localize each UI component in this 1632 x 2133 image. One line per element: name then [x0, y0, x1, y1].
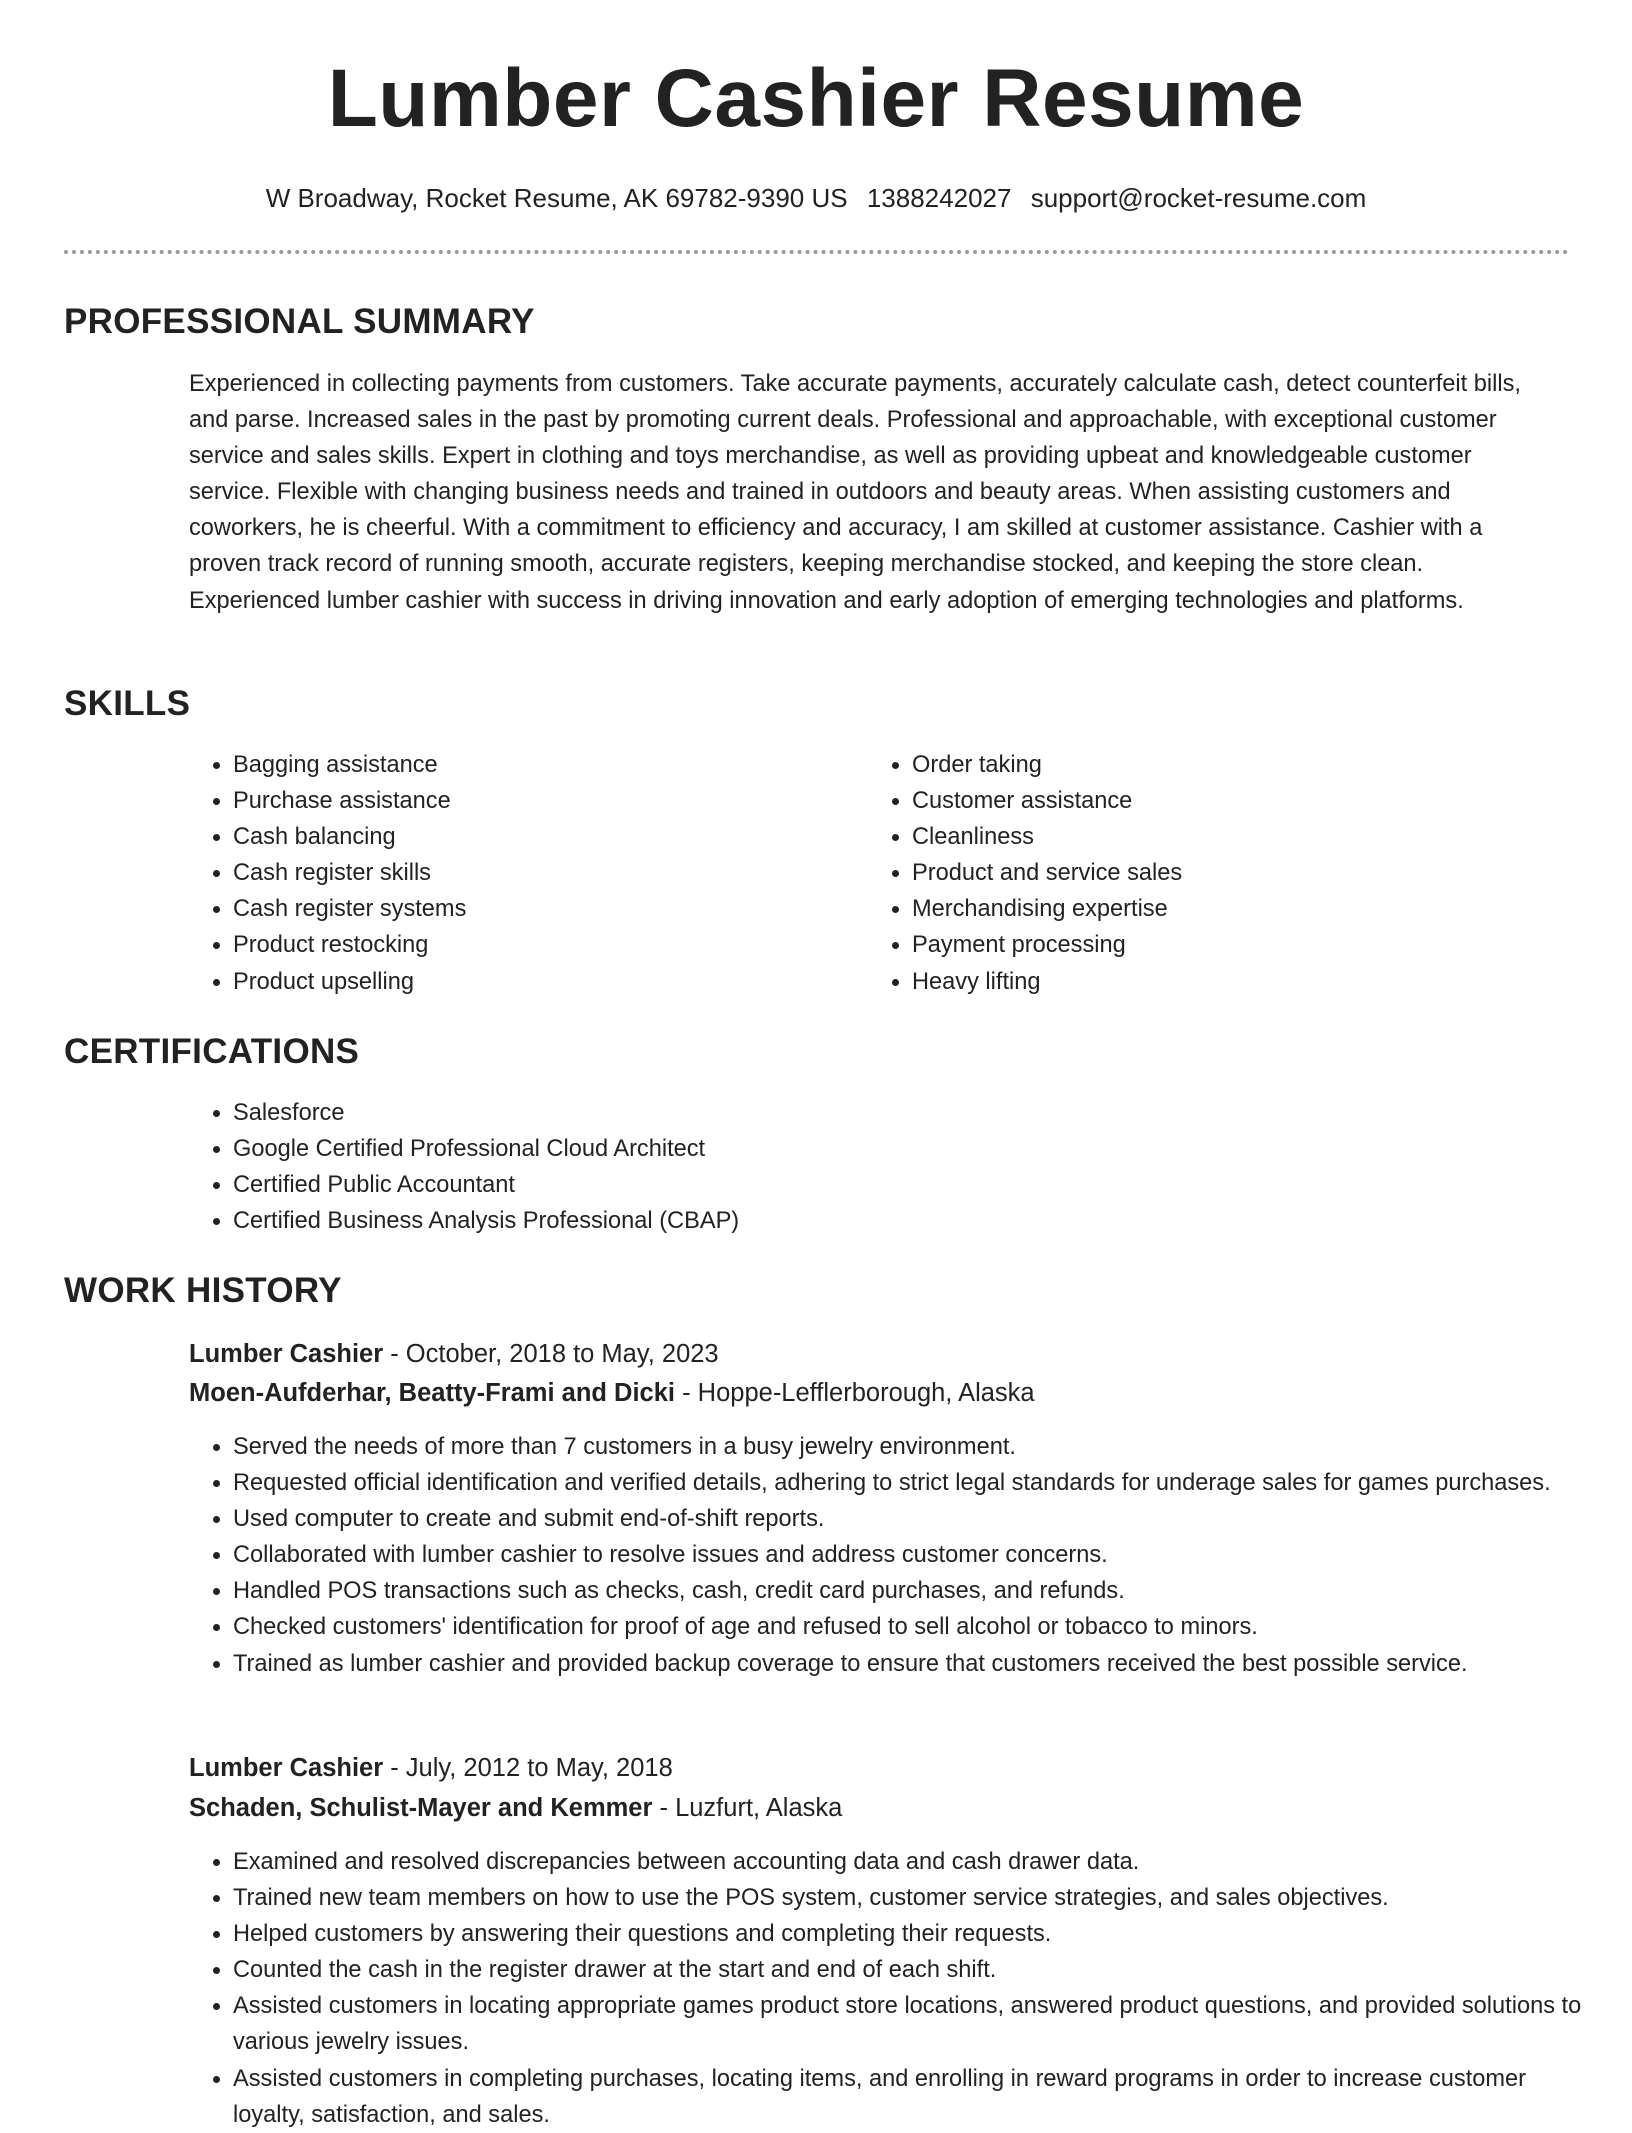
summary-text: Experienced in collecting payments from customers. Take accurate payments, accurately calculate cash, detect counterfeit bills, and parse. Increased sales in the past by promoting current deals. Professional and approachable, with exceptional customer service and sales skills. Expert in clothing and toys merchandise, as well as providing upbeat and knowledgeable customer service. Flexible with changing business needs and trained in outdoors and beauty areas. When assisting customers and coworkers, he is cheerful. With a commitment to efficiency and accuracy, I am skilled at customer assistance. Cashier with a proven track record of running smooth, accurate registers, keeping merchandise stocked, and keeping the store clean. Experienced lumber cashier with success in driving innovation and early adoption of emerging technologies and platforms.: [189, 371, 1521, 614]
job-bullet: • Examined and resolved discrepancies between accounting data and cash drawer data.: [233, 1844, 1598, 1880]
certification-item: • Google Certified Professional Cloud Architect: [233, 1131, 1533, 1167]
job-bullet: • Assisted customers in completing purchases, locating items, and enrolling in reward programs in order to increase customer loyalty, satisfaction, and sales.: [233, 2061, 1598, 2133]
job-location: - Hoppe-Lefflerborough, Alaska: [675, 1379, 1035, 1407]
job-bullet: • Assisted customers in locating appropriate games product store locations, answered product questions, and provided solutions to various jewelry issues.: [233, 1988, 1598, 2060]
job-dates: - October, 2018 to May, 2023: [383, 1340, 719, 1368]
certification-item: • Salesforce: [233, 1095, 1533, 1131]
contact-address: W Broadway, Rocket Resume, AK 69782-9390 US: [265, 183, 848, 213]
job-bullets: [189, 1429, 1598, 1682]
header-divider: [64, 250, 1569, 254]
skill-item: • Order taking: [912, 747, 1532, 783]
job-dates: - July, 2012 to May, 2018: [383, 1754, 673, 1782]
skills-list-right: [868, 747, 1532, 1000]
job-bullet: • Requested official identification and verified details, adhering to strict legal standards for underage sales for games purchases.: [233, 1465, 1598, 1501]
skills-list-left: [189, 747, 853, 1000]
skill-item: • Cash balancing: [233, 819, 853, 855]
job-bullet: • Collaborated with lumber cashier to resolve issues and address customer concerns.: [233, 1537, 1598, 1573]
certification-item: • Certified Public Accountant: [233, 1167, 1533, 1203]
job-bullet: • Trained as lumber cashier and provided backup coverage to ensure that customers received the best possible service.: [233, 1646, 1598, 1682]
job-bullet: • Served the needs of more than 7 customers in a busy jewelry environment.: [233, 1429, 1598, 1465]
job-title: Lumber Cashier: [189, 1754, 384, 1782]
job-company-line: [189, 1793, 842, 1824]
skill-item: • Purchase assistance: [233, 783, 853, 819]
job-title-line: [189, 1339, 719, 1370]
skill-item: • Bagging assistance: [233, 747, 853, 783]
skill-item: • Product restocking: [233, 927, 853, 963]
skill-item: • Merchandising expertise: [912, 891, 1532, 927]
job-title: Lumber Cashier: [189, 1340, 384, 1368]
summary-heading: PROFESSIONAL SUMMARY: [64, 302, 535, 341]
job-company-line: [189, 1378, 1035, 1409]
certifications-list: [189, 1095, 1533, 1239]
job-bullet: • Handled POS transactions such as checks, cash, credit card purchases, and refunds.: [233, 1573, 1598, 1609]
skill-item: • Payment processing: [912, 927, 1532, 963]
job-bullet: • Checked customers' identification for proof of age and refused to sell alcohol or tobacco to minors.: [233, 1609, 1598, 1645]
skill-item: • Product upselling: [233, 964, 853, 1000]
skill-item: • Heavy lifting: [912, 964, 1532, 1000]
certification-item: • Certified Business Analysis Professional (CBAP): [233, 1203, 1533, 1239]
resume-title: Lumber Cashier Resume: [327, 53, 1305, 144]
skill-item: • Customer assistance: [912, 783, 1532, 819]
job-location: - Luzfurt, Alaska: [652, 1794, 843, 1822]
work-history-heading: WORK HISTORY: [64, 1271, 342, 1310]
job-bullets: [189, 1844, 1598, 2133]
contact-phone: 1388242027: [866, 183, 1012, 213]
contact-line: [0, 183, 1632, 214]
job-bullet: • Used computer to create and submit end-of-shift reports.: [233, 1501, 1598, 1537]
job-title-line: [189, 1753, 673, 1784]
job-bullet: • Trained new team members on how to use the POS system, customer service strategies, and sales objectives.: [233, 1880, 1598, 1916]
skill-item: • Cash register skills: [233, 855, 853, 891]
certifications-heading: CERTIFICATIONS: [64, 1032, 360, 1071]
job-bullet: • Counted the cash in the register drawer at the start and end of each shift.: [233, 1952, 1598, 1988]
job-bullet: • Helped customers by answering their questions and completing their requests.: [233, 1916, 1598, 1952]
skills-heading: SKILLS: [64, 684, 191, 723]
job-company: Moen-Aufderhar, Beatty-Frami and Dicki: [189, 1379, 676, 1407]
skill-item: • Cleanliness: [912, 819, 1532, 855]
skill-item: • Product and service sales: [912, 855, 1532, 891]
skill-item: • Cash register systems: [233, 891, 853, 927]
contact-email: support@rocket-resume.com: [1030, 183, 1367, 213]
job-company: Schaden, Schulist-Mayer and Kemmer: [189, 1794, 653, 1822]
